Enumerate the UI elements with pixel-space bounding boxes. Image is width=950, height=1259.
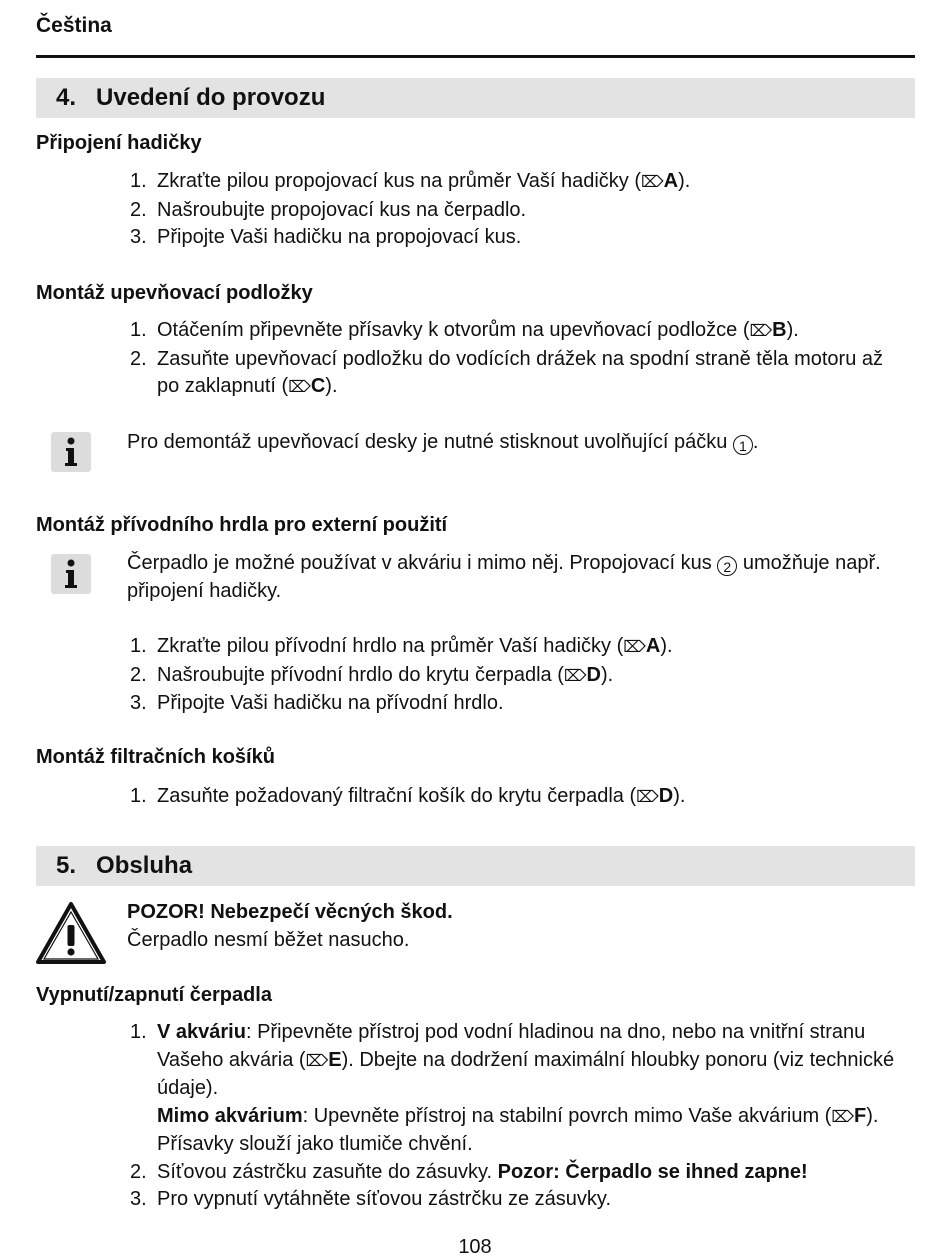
list-item: 2. Zasuňte upevňovací podložku do vodících drážek na spodní straně těla motoru až po zaklapnutí (⌦C). (130, 347, 883, 397)
list-item: 2. Našroubujte přívodní hrdlo do krytu čerpadla (⌦D). (130, 663, 614, 686)
reference-arrow-icon: ⌦ (288, 379, 311, 396)
warning-body: Čerpadlo nesmí běžet nasucho. (127, 928, 410, 951)
heading-inlet-external: Montáž přívodního hrdla pro externí použití (36, 514, 448, 536)
reference-arrow-icon: ⌦ (563, 667, 587, 685)
heading-mounting-plate: Montáž upevňovací podložky (36, 282, 313, 304)
note-release-lever: Pro demontáž upevňovací desky je nutné stisknout uvolňující páčku 1 . (127, 431, 759, 454)
info-icon (51, 554, 91, 594)
list-item: 1. Otáčením připevněte přísavky k otvorům na upevňovací podložce (⌦B). (130, 319, 799, 341)
list-filter-baskets (130, 783, 902, 812)
heading-hose-connection: Připojení hadičky (36, 132, 202, 154)
list-item: 1. V akváriu: Připevněte přístroj pod vodní hladinou na dno, nebo na vnitřní stranu Vašeho akvária (⌦E). Dbejte na dodržení maximální hloubky ponoru (viz technické údaje). Mimo akvárium: Upevněte přístroj na stabilní povrch mimo Vaše akvárium (⌦F). Přísavky slouží jako tlumiče chvění. (130, 1021, 895, 1155)
reference-arrow-icon: ⌦ (641, 174, 664, 191)
reference-arrow-icon: ⌦ (636, 789, 659, 806)
reference-arrow-icon: ⌦ (305, 1052, 329, 1070)
warning-text (127, 899, 887, 954)
language-header: Čeština (36, 14, 112, 37)
reference-arrow-icon: ⌦ (623, 639, 646, 656)
section-5-title: 5. Obsluha (56, 852, 193, 879)
list-item: 1. Zkraťte pilou přívodní hrdlo na průměr Vaší hadičky (⌦A). (130, 635, 673, 657)
reference-arrow-icon: ⌦ (749, 323, 773, 340)
page-number: 108 (458, 1236, 492, 1258)
list-item: 3. Připojte Vaši hadičku na přívodní hrdlo. (130, 692, 504, 714)
section-4-band (36, 78, 915, 118)
section-4-title: 4. Uvedení do provozu (56, 84, 326, 111)
info-icon (51, 432, 91, 472)
list-item: 3. Připojte Vaši hadičku na propojovací kus. (130, 226, 522, 248)
list-item: 2. Našroubujte propojovací kus na čerpadlo. (130, 198, 527, 221)
marker-2: 2 (717, 556, 737, 576)
list-mounting-plate (130, 317, 902, 402)
list-item: 1. Zasuňte požadovaný filtrační košík do krytu čerpadla (⌦D). (130, 785, 686, 807)
list-item: 2. Síťovou zástrčku zasuňte do zásuvky. Pozor: Čerpadlo se ihned zapne! (130, 1160, 808, 1183)
list-hose-connection (130, 168, 902, 252)
note-external-use: Čerpadlo je možné používat v akváriu i mimo něj. Propojovací kus 2 umožňuje např. připojení hadičky. (127, 552, 881, 602)
section-5-band (36, 846, 915, 886)
reference-arrow-icon: ⌦ (831, 1108, 854, 1126)
warning-title: POZOR! Nebezpečí věcných škod. (127, 901, 453, 923)
list-on-off (130, 1019, 902, 1214)
marker-1: 1 (733, 435, 753, 455)
warning-triangle-icon (35, 901, 107, 965)
list-item: 1. Zkraťte pilou propojovací kus na průměr Vaší hadičky (⌦A). (130, 170, 691, 192)
header-rule (36, 55, 915, 58)
heading-on-off: Vypnutí/zapnutí čerpadla (36, 984, 272, 1006)
list-inlet-external (130, 633, 902, 718)
heading-filter-baskets: Montáž filtračních košíků (36, 746, 275, 768)
list-item: 3. Pro vypnutí vytáhněte síťovou zástrčku ze zásuvky. (130, 1188, 612, 1210)
